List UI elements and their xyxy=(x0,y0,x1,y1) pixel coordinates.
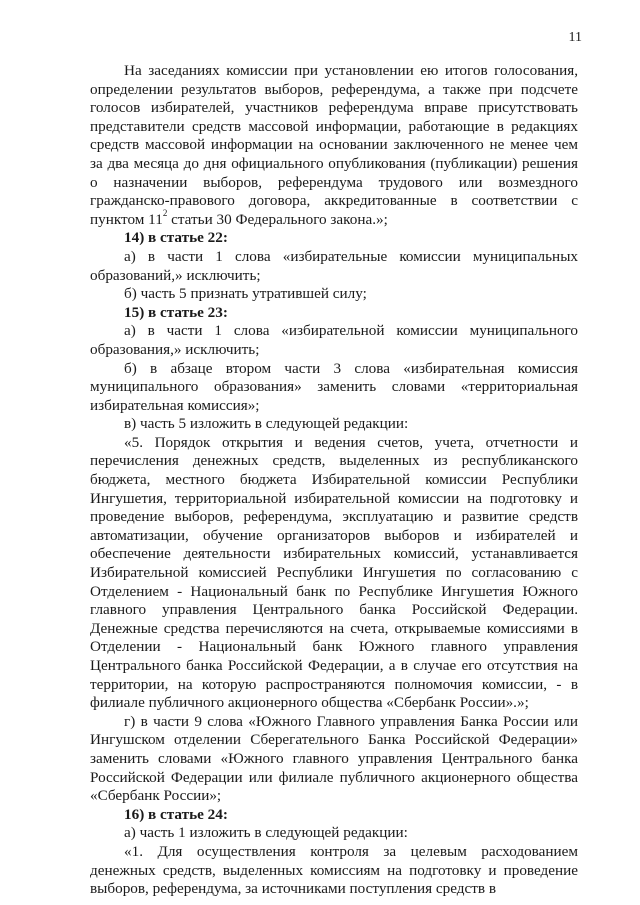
document-body xyxy=(90,62,578,899)
page-number: 11 xyxy=(568,30,582,45)
paragraph-journalists xyxy=(90,62,578,229)
heading-item-15: 15) в статье 23: xyxy=(124,303,228,321)
item-15g: г) в части 9 слова «Южного Главного управления Банка России или Ингушском отделении Сберегательного Банка Российской Федерации» заменить словами «Южного главного управления Центрального банка Российской Федерации или филиале публичного акционерного общества «Сбербанк России»; xyxy=(90,712,578,805)
heading-item-16: 16) в статье 24: xyxy=(124,805,228,823)
item-16a: а) часть 1 изложить в следующей редакции: xyxy=(124,824,408,842)
item-14a: а) в части 1 слова «избирательные комиссии муниципальных образований,» исключить; xyxy=(90,247,578,284)
quoted-part-1: «1. Для осуществления контроля за целевым расходованием денежных средств, выделенных комиссиям на подготовку и проведение выборов, референдума, за источниками поступления средств в xyxy=(90,842,578,898)
item-15v: в) часть 5 изложить в следующей редакции: xyxy=(124,415,409,433)
paragraph-text-tail: статьи 30 Федерального закона.»; xyxy=(167,210,388,228)
paragraph-text: На заседаниях комиссии при установлении ею итогов голосования, определении результатов выборов, референдума, а также при подсчете голосов избирателей, участников референдума вправе присутствовать представители средств массовой информации, работающие в редакциях средств массовой информации на основании заключенного не менее чем за два месяца до дня официального опубликования (публикации) решения о назначении выборов, референдума трудового или возмездного гражданско-правового договора, аккредитованные в соответствии с пунктом 11 xyxy=(90,62,578,228)
heading-item-14: 14) в статье 22: xyxy=(124,229,228,247)
item-15a: а) в части 1 слова «избирательной комиссии муниципального образования,» исключить; xyxy=(90,322,578,358)
item-14b: б) часть 5 признать утратившей силу; xyxy=(124,285,367,303)
item-15b: б) в абзаце втором части 3 слова «избирательная комиссия муниципального образования» заменить словами «территориальная избирательная комиссия»; xyxy=(90,359,578,414)
quoted-part-5: «5. Порядок открытия и ведения счетов, учета, отчетности и перечисления денежных средств, выделенных из республиканского бюджета, местного бюджета Избирательной комиссии Республики Ингушетия, территориальной избирательной комиссии на подготовку и проведение выборов, референдума, эксплуатацию и развитие средств автоматизации, обучение организаторов выборов и избирателей и обеспечение деятельности избирательных комиссий, устанавливается Избирательной комиссией Республики Ингушетия по согласованию с Отделением - Национальный банк по Республике Ингушетия Южного главного управления Центрального банка Российской Федерации. Денежные средства перечисляются на счета, открываемые комиссиями в Отделении - Национальный банк Южного главного управления Центрального банка Российской Федерации, а в случае его отсутствия на территории, на которую распространяются полномочия комиссии, - в филиале публичного акционерного общества «Сбербанк России».»; xyxy=(90,433,578,712)
superscript: 2 xyxy=(162,207,168,218)
